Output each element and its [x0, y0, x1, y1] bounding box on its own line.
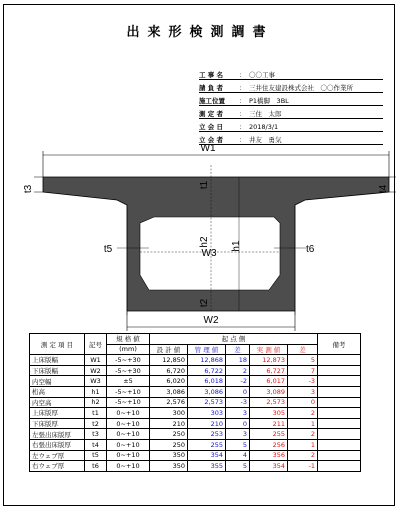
cell-design: 12,850 — [150, 355, 188, 366]
cell-diff2: 1 — [288, 418, 318, 429]
cell-diff1: 3 — [226, 408, 250, 419]
cell-diff1: -2 — [226, 376, 250, 387]
info-value: 三住 太郎 — [249, 110, 282, 118]
cell-symbol: W2 — [85, 365, 107, 376]
label-w3: W3 — [201, 248, 217, 259]
table-row — [30, 355, 361, 366]
table-row — [30, 376, 361, 387]
header-diff2: 差 — [288, 344, 318, 355]
cell-measured: 6,727 — [250, 365, 288, 376]
header-symbol: 記号 — [85, 334, 107, 355]
cell-mgmt: 253 — [188, 429, 226, 440]
cell-mgmt: 6,018 — [188, 376, 226, 387]
cell-design: 210 — [150, 418, 188, 429]
cell-diff2: 0 — [288, 397, 318, 408]
table-row — [30, 450, 361, 461]
cell-spec: -5~+10 — [107, 386, 150, 397]
cell-diff2: 7 — [288, 365, 318, 376]
header-mgmt: 管 理 値 — [188, 344, 226, 355]
cell-remarks — [318, 355, 361, 366]
label-t5: t5 — [103, 244, 113, 255]
cell-diff2: -1 — [288, 461, 318, 472]
cell-item: 上床版幅 — [30, 355, 85, 366]
cell-diff1: 0 — [226, 386, 250, 397]
cell-measured: 6,017 — [250, 376, 288, 387]
header-measured: 実 測 値 — [250, 344, 288, 355]
info-value: 2018/3/1 — [249, 123, 279, 131]
table-row — [30, 418, 361, 429]
cell-spec: ±5 — [107, 376, 150, 387]
cell-item: 右ウェブ厚 — [30, 461, 85, 472]
info-colon: ： — [239, 71, 246, 79]
cell-remarks — [318, 397, 361, 408]
measurement-table — [29, 333, 361, 472]
label-t6: t6 — [306, 244, 315, 255]
cell-diff2: 3 — [288, 386, 318, 397]
cell-measured: 12,873 — [250, 355, 288, 366]
cell-spec: -5~+10 — [107, 397, 150, 408]
header-spec: 規 格 値 — [107, 334, 150, 345]
w1-dimension — [43, 151, 389, 177]
inspection-sheet — [3, 4, 395, 506]
cell-mgmt: 3,086 — [188, 386, 226, 397]
info-value: P1橋脚 3BL — [249, 97, 289, 105]
table-row — [30, 439, 361, 450]
cell-measured: 356 — [250, 450, 288, 461]
table-row — [30, 397, 361, 408]
cell-design: 2,576 — [150, 397, 188, 408]
cell-symbol: h2 — [85, 397, 107, 408]
cell-diff2: 2 — [288, 429, 318, 440]
info-value: 井友 勇気 — [249, 136, 282, 144]
cell-item: 内空高 — [30, 397, 85, 408]
cell-diff2: 5 — [288, 355, 318, 366]
info-label: 請 負 者 — [199, 84, 224, 92]
cell-remarks — [318, 450, 361, 461]
cell-remarks — [318, 376, 361, 387]
cell-remarks — [318, 365, 361, 376]
cell-item: 右張出床版厚 — [30, 439, 85, 450]
cell-remarks — [318, 461, 361, 472]
cell-spec: 0~+10 — [107, 450, 150, 461]
cell-remarks — [318, 429, 361, 440]
cell-symbol: W3 — [85, 376, 107, 387]
cell-item: 左ウェブ厚 — [30, 450, 85, 461]
info-value: 〇〇工事 — [249, 71, 275, 79]
info-colon: ： — [239, 97, 246, 105]
cell-measured: 2,573 — [250, 397, 288, 408]
cell-item: 左張出床版厚 — [30, 429, 85, 440]
cell-design: 350 — [150, 461, 188, 472]
info-label: 工 事 名 — [199, 71, 224, 79]
header-start-side: 起 点 側 — [150, 334, 318, 345]
cell-spec: -5~+30 — [107, 365, 150, 376]
cell-design: 6,020 — [150, 376, 188, 387]
cell-symbol: h1 — [85, 386, 107, 397]
label-w2: W2 — [203, 315, 219, 326]
label-t3: t3 — [23, 184, 34, 194]
cell-diff1: 4 — [226, 450, 250, 461]
label-t4: t4 — [378, 184, 389, 194]
cell-diff1: -3 — [226, 397, 250, 408]
cell-item: 内空幅 — [30, 376, 85, 387]
cell-mgmt: 210 — [188, 418, 226, 429]
cell-diff1: 5 — [226, 439, 250, 450]
cell-design: 300 — [150, 408, 188, 419]
box-girder-drawing — [4, 5, 396, 335]
table-row — [30, 408, 361, 419]
cell-measured: 211 — [250, 418, 288, 429]
info-colon: ： — [239, 110, 246, 118]
info-colon: ： — [239, 84, 246, 92]
cell-item: 上床版厚 — [30, 408, 85, 419]
cell-spec: 0~+10 — [107, 429, 150, 440]
cell-spec: 0~+10 — [107, 418, 150, 429]
header-remarks: 備考 — [318, 334, 361, 355]
cell-remarks — [318, 418, 361, 429]
cell-measured: 354 — [250, 461, 288, 472]
cell-symbol: t1 — [85, 408, 107, 419]
cell-diff1: 3 — [226, 429, 250, 440]
info-colon: ： — [239, 136, 246, 144]
cell-symbol: t6 — [85, 461, 107, 472]
cell-mgmt: 6,722 — [188, 365, 226, 376]
header-design: 設 計 値 — [150, 344, 188, 355]
cell-design: 350 — [150, 450, 188, 461]
cell-measured: 255 — [250, 429, 288, 440]
info-label: 測 定 者 — [199, 110, 224, 118]
cell-spec: 0~+10 — [107, 461, 150, 472]
table-row — [30, 365, 361, 376]
cell-mgmt: 2,573 — [188, 397, 226, 408]
cell-symbol: t5 — [85, 450, 107, 461]
page-title: 出来形検測調書 — [126, 25, 274, 40]
cell-design: 3,086 — [150, 386, 188, 397]
cell-mgmt: 354 — [188, 450, 226, 461]
cell-diff1: 2 — [226, 365, 250, 376]
cell-item: 下床版幅 — [30, 365, 85, 376]
info-label: 立 会 者 — [199, 136, 224, 144]
info-label: 施工位置 — [199, 97, 225, 105]
cell-mgmt: 12,868 — [188, 355, 226, 366]
cell-design: 6,720 — [150, 365, 188, 376]
label-w1: W1 — [200, 143, 216, 154]
cell-spec: 0~+10 — [107, 408, 150, 419]
label-t1: t1 — [199, 180, 210, 190]
table-row — [30, 429, 361, 440]
info-label: 立 会 日 — [199, 123, 224, 131]
cell-mgmt: 303 — [188, 408, 226, 419]
cell-diff2: 2 — [288, 408, 318, 419]
cell-remarks — [318, 439, 361, 450]
cell-measured: 305 — [250, 408, 288, 419]
cell-item: 桁高 — [30, 386, 85, 397]
cell-diff1: 18 — [226, 355, 250, 366]
header-diff1: 差 — [226, 344, 250, 355]
cell-remarks — [318, 386, 361, 397]
header-spec-unit: (mm) — [107, 344, 150, 355]
cell-diff2: 1 — [288, 439, 318, 450]
label-h2: h2 — [199, 236, 210, 248]
label-t2: t2 — [199, 298, 210, 308]
cell-measured: 256 — [250, 439, 288, 450]
cell-symbol: t4 — [85, 439, 107, 450]
cell-item: 下床版厚 — [30, 418, 85, 429]
header-item: 測 定 項 目 — [30, 334, 85, 355]
cell-symbol: t3 — [85, 429, 107, 440]
cell-symbol: t2 — [85, 418, 107, 429]
label-h1: h1 — [231, 240, 242, 252]
table-row — [30, 461, 361, 472]
cell-symbol: W1 — [85, 355, 107, 366]
cell-diff2: -3 — [288, 376, 318, 387]
cell-diff2: 2 — [288, 450, 318, 461]
cell-spec: -5~+30 — [107, 355, 150, 366]
table-row — [30, 386, 361, 397]
cell-design: 250 — [150, 429, 188, 440]
cell-spec: 0~+10 — [107, 439, 150, 450]
cell-measured: 3,089 — [250, 386, 288, 397]
info-value: 三井住友建設株式会社 〇〇作業所 — [249, 84, 353, 92]
cell-design: 250 — [150, 439, 188, 450]
cell-mgmt: 355 — [188, 461, 226, 472]
info-colon: ： — [239, 123, 246, 131]
cell-mgmt: 255 — [188, 439, 226, 450]
cell-diff1: 0 — [226, 418, 250, 429]
cell-diff1: 5 — [226, 461, 250, 472]
cell-remarks — [318, 408, 361, 419]
